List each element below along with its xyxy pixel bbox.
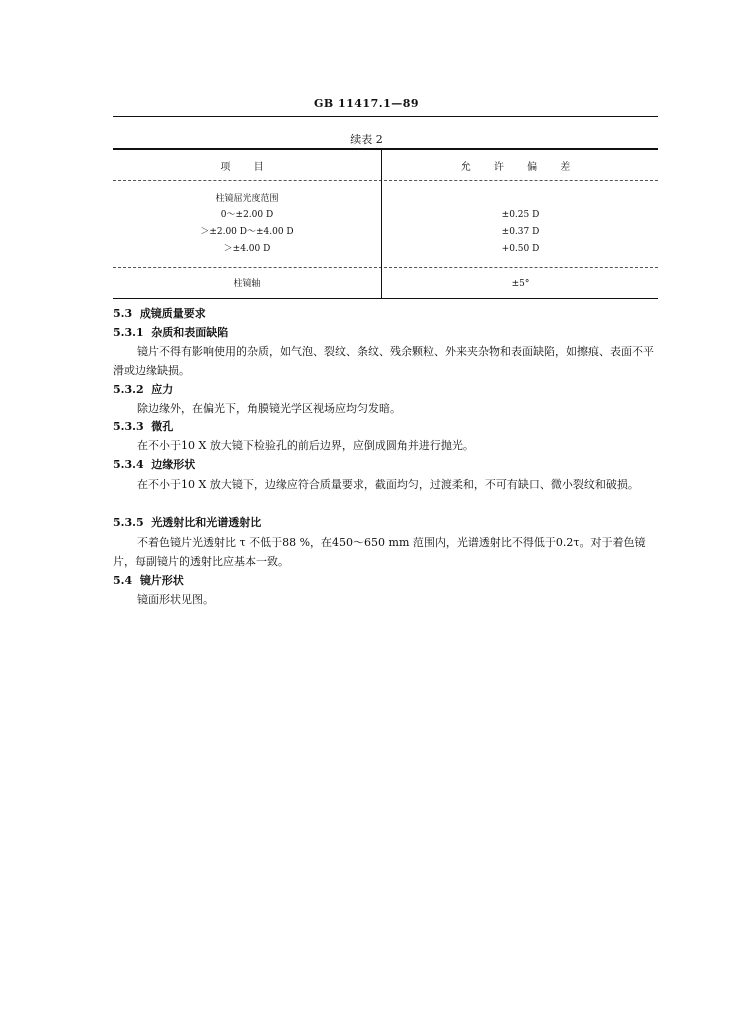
section-paragraph: 除边缘外，在偏光下，角膜镜光学区视场应均匀发暗。 [137, 402, 401, 415]
section-number: 5.3.5 [113, 516, 144, 529]
row-item: 0～±2.00 D [220, 210, 274, 220]
table-bottom-rule [113, 298, 658, 299]
section-number: 5.3.1 [113, 326, 144, 339]
group-title: 柱镜屈光度范围 [215, 194, 279, 204]
section-heading [113, 514, 261, 530]
section-number: 5.3.3 [113, 420, 144, 433]
section-paragraph: 在不小于10 X 放大镜下检验孔的前后边界，应倒成圆角并进行抛光。 [137, 439, 474, 452]
section-heading [113, 324, 228, 340]
section-title: 应力 [151, 383, 174, 396]
section-number: 5.3.2 [113, 383, 144, 396]
header-rule [113, 116, 658, 117]
section-title: 成镜质量要求 [139, 307, 206, 320]
section-title: 杂质和表面缺陷 [151, 326, 229, 339]
row-divider [113, 267, 658, 268]
section-paragraph: 在不小于10 X 放大镜下，边缘应符合质量要求，截面均匀，过渡柔和，不可有缺口、微小裂纹和破损。 [137, 478, 639, 491]
page-header: GB 11417.1—89 [313, 97, 420, 110]
section-title: 微孔 [151, 420, 174, 433]
header-divider [113, 180, 658, 181]
section-number: 5.3.4 [113, 458, 144, 471]
section-title: 光透射比和光谱透射比 [151, 516, 262, 529]
last-row-tolerance: ±5° [511, 279, 530, 289]
section-number: 5.4 [113, 574, 133, 587]
section-heading [113, 572, 184, 588]
col-header-tolerance: 允 许 偏 差 [460, 162, 581, 173]
row-item: ＞±2.00 D～±4.00 D [200, 227, 294, 237]
column-divider [381, 150, 382, 298]
section-heading [113, 456, 195, 472]
section-heading [113, 381, 173, 397]
section-title: 镜片形状 [139, 574, 184, 587]
col-header-item: 项 目 [220, 162, 274, 173]
section-heading [113, 418, 173, 434]
last-row-item: 柱镜轴 [233, 279, 261, 289]
table-top-rule [113, 148, 658, 150]
section-paragraph: 镜片不得有影响使用的杂质，如气泡、裂纹、条纹、残余颗粒、外来夹杂物和表面缺陷，如擦痕、表面不平滑或边缘缺损。 [113, 345, 654, 377]
section-number: 5.3 [113, 307, 133, 320]
section-title: 边缘形状 [151, 458, 196, 471]
row-item: ＞±4.00 D [223, 244, 271, 254]
section-heading [113, 305, 206, 321]
row-tolerance: ±0.37 D [501, 227, 540, 237]
row-tolerance: ±0.25 D [501, 210, 540, 220]
row-tolerance: +0.50 D [501, 244, 540, 254]
section-paragraph: 不着色镜片光透射比 τ 不低于88 %，在450～650 mm 范围内，光谱透射比不得低于0.2τ。对于着色镜片，每副镜片的透射比应基本一致。 [113, 536, 646, 568]
table-caption: 续表 2 [350, 133, 383, 146]
section-paragraph: 镜面形状见图。 [137, 593, 214, 606]
